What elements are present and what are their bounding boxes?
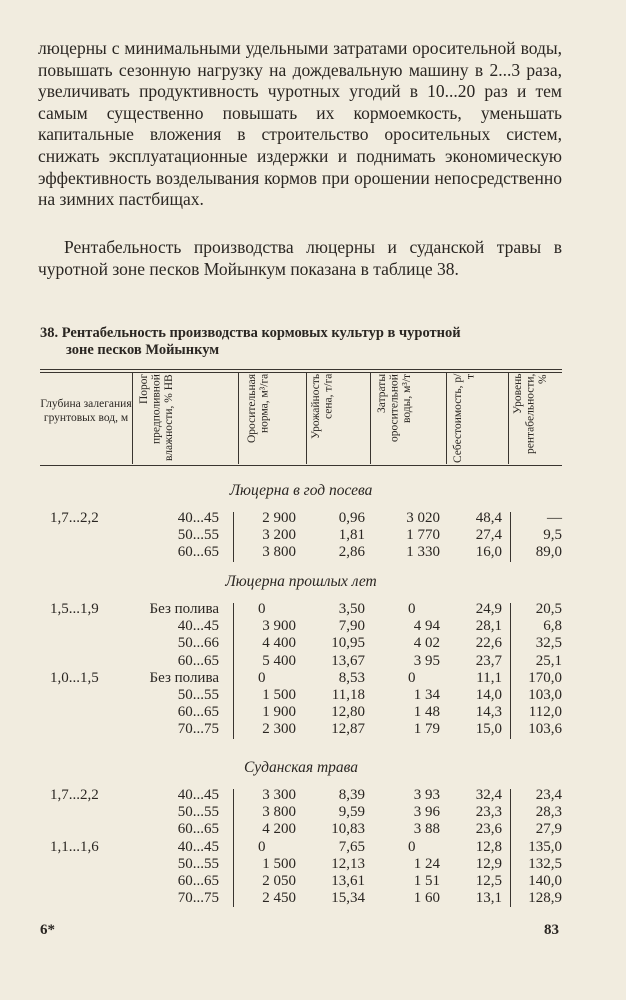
table-cell: 13,1 xyxy=(475,890,502,907)
table-cell: 103,0 xyxy=(528,687,562,703)
header-moisture-threshold: Порог предполивной влажности, % НВ xyxy=(138,374,175,461)
table-cell: 3,50 xyxy=(338,601,365,617)
table-cell: 3 88 xyxy=(413,821,440,838)
header-divider xyxy=(370,372,371,464)
table-cell: 2 450 xyxy=(262,890,296,907)
table-cell: 12,13 xyxy=(331,855,365,872)
table-cell: 50...55 xyxy=(177,527,219,544)
table-cell: 3 95 xyxy=(413,652,440,669)
table-row xyxy=(0,544,626,561)
table-cell: 1 500 xyxy=(262,687,296,703)
table-cell: 8,53 xyxy=(338,669,365,686)
header-divider xyxy=(132,372,133,464)
table-cell: 4 200 xyxy=(262,821,296,838)
table-cell: 128,9 xyxy=(528,890,562,907)
table-cell: — xyxy=(547,510,562,526)
table-cell: 9,59 xyxy=(338,804,365,821)
table-row xyxy=(0,601,626,618)
table-cell: 50...55 xyxy=(177,804,219,821)
table-cell: 14,3 xyxy=(475,704,502,721)
table-cell: 20,5 xyxy=(535,601,562,617)
table-row xyxy=(0,821,626,838)
table-cell: 1 51 xyxy=(413,873,440,889)
table-cell: 2 900 xyxy=(262,510,296,526)
table-cell: 50...55 xyxy=(177,855,219,872)
table-cell: 103,6 xyxy=(528,721,562,738)
table-cell: 13,67 xyxy=(331,652,365,669)
table-row xyxy=(0,787,626,804)
table-cell: 3 96 xyxy=(413,804,440,821)
table-cell: 4 400 xyxy=(262,635,296,652)
body-paragraph-2: Рентабельность производства люцерны и суданской травы в чуротной зоне песков Мойынкум показана в таблице 38. xyxy=(38,237,562,279)
header-cost-price: Себестоимость, р/т xyxy=(452,374,477,464)
table-cell: 0 xyxy=(408,669,416,686)
table-cell: 50...66 xyxy=(177,635,219,652)
table-cell: 1 79 xyxy=(413,721,440,738)
table-cell: 1,5...1,9 xyxy=(50,601,99,617)
table-cell: 11,18 xyxy=(331,687,365,703)
table-cell: 60...65 xyxy=(177,652,219,669)
table-section-title: Суданская трава xyxy=(243,759,359,776)
table-cell: 28,1 xyxy=(475,618,502,635)
table-row xyxy=(0,856,626,873)
table-cell: 3 800 xyxy=(262,544,296,561)
table-cell: 8,39 xyxy=(338,787,365,803)
table-cell: 25,1 xyxy=(535,652,562,669)
table-cell: 22,6 xyxy=(475,635,502,652)
table-cell: 60...65 xyxy=(177,873,219,889)
table-cell: 5 400 xyxy=(262,652,296,669)
table-cell: 14,0 xyxy=(475,687,502,703)
table-cell: 3 93 xyxy=(413,787,440,803)
header-hay-yield: Урожайность сена, т/га xyxy=(310,374,335,440)
header-irrigation-norm: Оросительная норма, м³/га xyxy=(246,374,271,444)
table-cell: 27,9 xyxy=(535,821,562,838)
table-cell: Без полива xyxy=(149,669,219,686)
table-row xyxy=(0,653,626,670)
signature-mark: 6* xyxy=(40,922,55,938)
table-cell: 15,0 xyxy=(475,721,502,738)
table-cell: 23,3 xyxy=(475,804,502,821)
table-cell: 89,0 xyxy=(535,544,562,561)
table-cell: 1,7...2,2 xyxy=(50,510,99,526)
table-cell: 12,5 xyxy=(475,873,502,889)
header-divider xyxy=(238,372,239,464)
table-cell: 40...45 xyxy=(177,838,219,855)
table-row xyxy=(0,527,626,544)
table-cell: 112,0 xyxy=(528,704,562,721)
table-row xyxy=(0,804,626,821)
table-caption-line-2: зоне песков Мойынкум xyxy=(66,342,220,358)
table-cell: 1,81 xyxy=(338,527,365,544)
table-caption xyxy=(40,325,560,359)
table-row xyxy=(0,618,626,635)
table-cell: 48,4 xyxy=(475,510,502,526)
table-cell: 23,6 xyxy=(475,821,502,838)
header-divider xyxy=(508,372,509,464)
table-row xyxy=(0,890,626,907)
table-section-title: Люцерна в год посева xyxy=(229,482,373,499)
table-cell: 170,0 xyxy=(528,669,562,686)
table-cell: 0 xyxy=(408,838,416,855)
table-row xyxy=(0,873,626,890)
table-section-title: Люцерна прошлых лет xyxy=(225,573,377,590)
table-cell: 15,34 xyxy=(331,890,365,907)
table-row xyxy=(0,721,626,738)
header-divider xyxy=(306,372,307,464)
table-cell: Без полива xyxy=(149,601,219,617)
table-cell: 0 xyxy=(258,601,266,617)
table-row xyxy=(0,687,626,704)
table-cell: 2 300 xyxy=(262,721,296,738)
table-cell: 1,0...1,5 xyxy=(50,669,99,686)
table-cell: 4 02 xyxy=(413,635,440,652)
table-cell: 70...75 xyxy=(177,890,219,907)
table-cell: 10,95 xyxy=(331,635,365,652)
table-cell: 10,83 xyxy=(331,821,365,838)
table-cell: 32,4 xyxy=(475,787,502,803)
table-header-bottom-rule xyxy=(40,465,562,466)
table-cell: 40...45 xyxy=(177,787,219,803)
body-paragraph-1: люцерны с минимальными удельными затратами оросительной воды, повышать сезонную нагрузку на дождевальную машину в 2...3 раза, увеличивать продуктивность чуротных угодий в 10...20 раз и тем самым существенно повышать их кормоемкость, уменьшать капитальные вложения в строительство оросительных систем, снижать эксплуатационные издержки и поднимать экономическую эффективность возделывания кормов при орошении непосредственно на зимних пастбищах. xyxy=(38,38,562,210)
table-cell: 2,86 xyxy=(338,544,365,561)
table-row xyxy=(0,510,626,527)
table-cell: 60...65 xyxy=(177,544,219,561)
table-cell: 13,61 xyxy=(331,873,365,889)
table-cell: 6,8 xyxy=(543,618,562,635)
table-cell: 132,5 xyxy=(528,855,562,872)
table-cell: 135,0 xyxy=(528,838,562,855)
table-cell: 60...65 xyxy=(177,704,219,721)
table-cell: 11,1 xyxy=(476,669,502,686)
table-cell: 0,96 xyxy=(338,510,365,526)
table-cell: 23,7 xyxy=(475,652,502,669)
table-cell: 12,87 xyxy=(331,721,365,738)
header-groundwater-depth: Глубина залегания грунтовых вод, м xyxy=(40,398,132,424)
table-cell: 7,65 xyxy=(338,838,365,855)
table-cell: 27,4 xyxy=(475,527,502,544)
table-cell: 1 900 xyxy=(262,704,296,721)
table-cell: 23,4 xyxy=(535,787,562,803)
header-water-cost: Затраты оросительной воды, м³/т xyxy=(376,374,413,442)
table-cell: 1,7...2,2 xyxy=(50,787,99,803)
header-divider xyxy=(446,372,447,464)
table-cell: 0 xyxy=(258,669,266,686)
table-cell: 12,8 xyxy=(475,838,502,855)
table-cell: 16,0 xyxy=(475,544,502,561)
table-row xyxy=(0,670,626,687)
table-cell: 7,90 xyxy=(338,618,365,635)
table-cell: 1 500 xyxy=(262,855,296,872)
table-cell: 1 34 xyxy=(413,687,440,703)
table-row xyxy=(0,704,626,721)
table-cell: 1 60 xyxy=(413,890,440,907)
table-caption-line-1: 38. Рентабельность производства кормовых культур в чуротной xyxy=(40,325,461,341)
table-row xyxy=(0,635,626,652)
table-cell: 1,1...1,6 xyxy=(50,838,99,855)
table-cell: 3 200 xyxy=(262,527,296,544)
table-cell: 1 770 xyxy=(406,527,440,544)
table-cell: 0 xyxy=(408,601,416,617)
page-number: 83 xyxy=(544,922,559,938)
table-cell: 70...75 xyxy=(177,721,219,738)
table-row xyxy=(0,839,626,856)
table-top-rule xyxy=(40,369,562,370)
table-cell: 1 330 xyxy=(406,544,440,561)
table-cell: 3 800 xyxy=(262,804,296,821)
table-cell: 24,9 xyxy=(475,601,502,617)
table-cell: 60...65 xyxy=(177,821,219,838)
table-cell: 12,9 xyxy=(475,855,502,872)
table-cell: 40...45 xyxy=(177,510,219,526)
header-profitability: Уровень рентабельности, % xyxy=(512,374,549,455)
table-cell: 3 020 xyxy=(406,510,440,526)
table-cell: 9,5 xyxy=(543,527,562,544)
table-cell: 40...45 xyxy=(177,618,219,635)
table-cell: 140,0 xyxy=(528,873,562,889)
table-cell: 1 48 xyxy=(413,704,440,721)
table-cell: 2 050 xyxy=(262,873,296,889)
table-cell: 28,3 xyxy=(535,804,562,821)
table-cell: 32,5 xyxy=(535,635,562,652)
table-cell: 4 94 xyxy=(413,618,440,635)
table-cell: 3 900 xyxy=(262,618,296,635)
table-cell: 1 24 xyxy=(413,855,440,872)
table-cell: 3 300 xyxy=(262,787,296,803)
table-cell: 12,80 xyxy=(331,704,365,721)
table-cell: 0 xyxy=(258,838,266,855)
table-cell: 50...55 xyxy=(177,687,219,703)
